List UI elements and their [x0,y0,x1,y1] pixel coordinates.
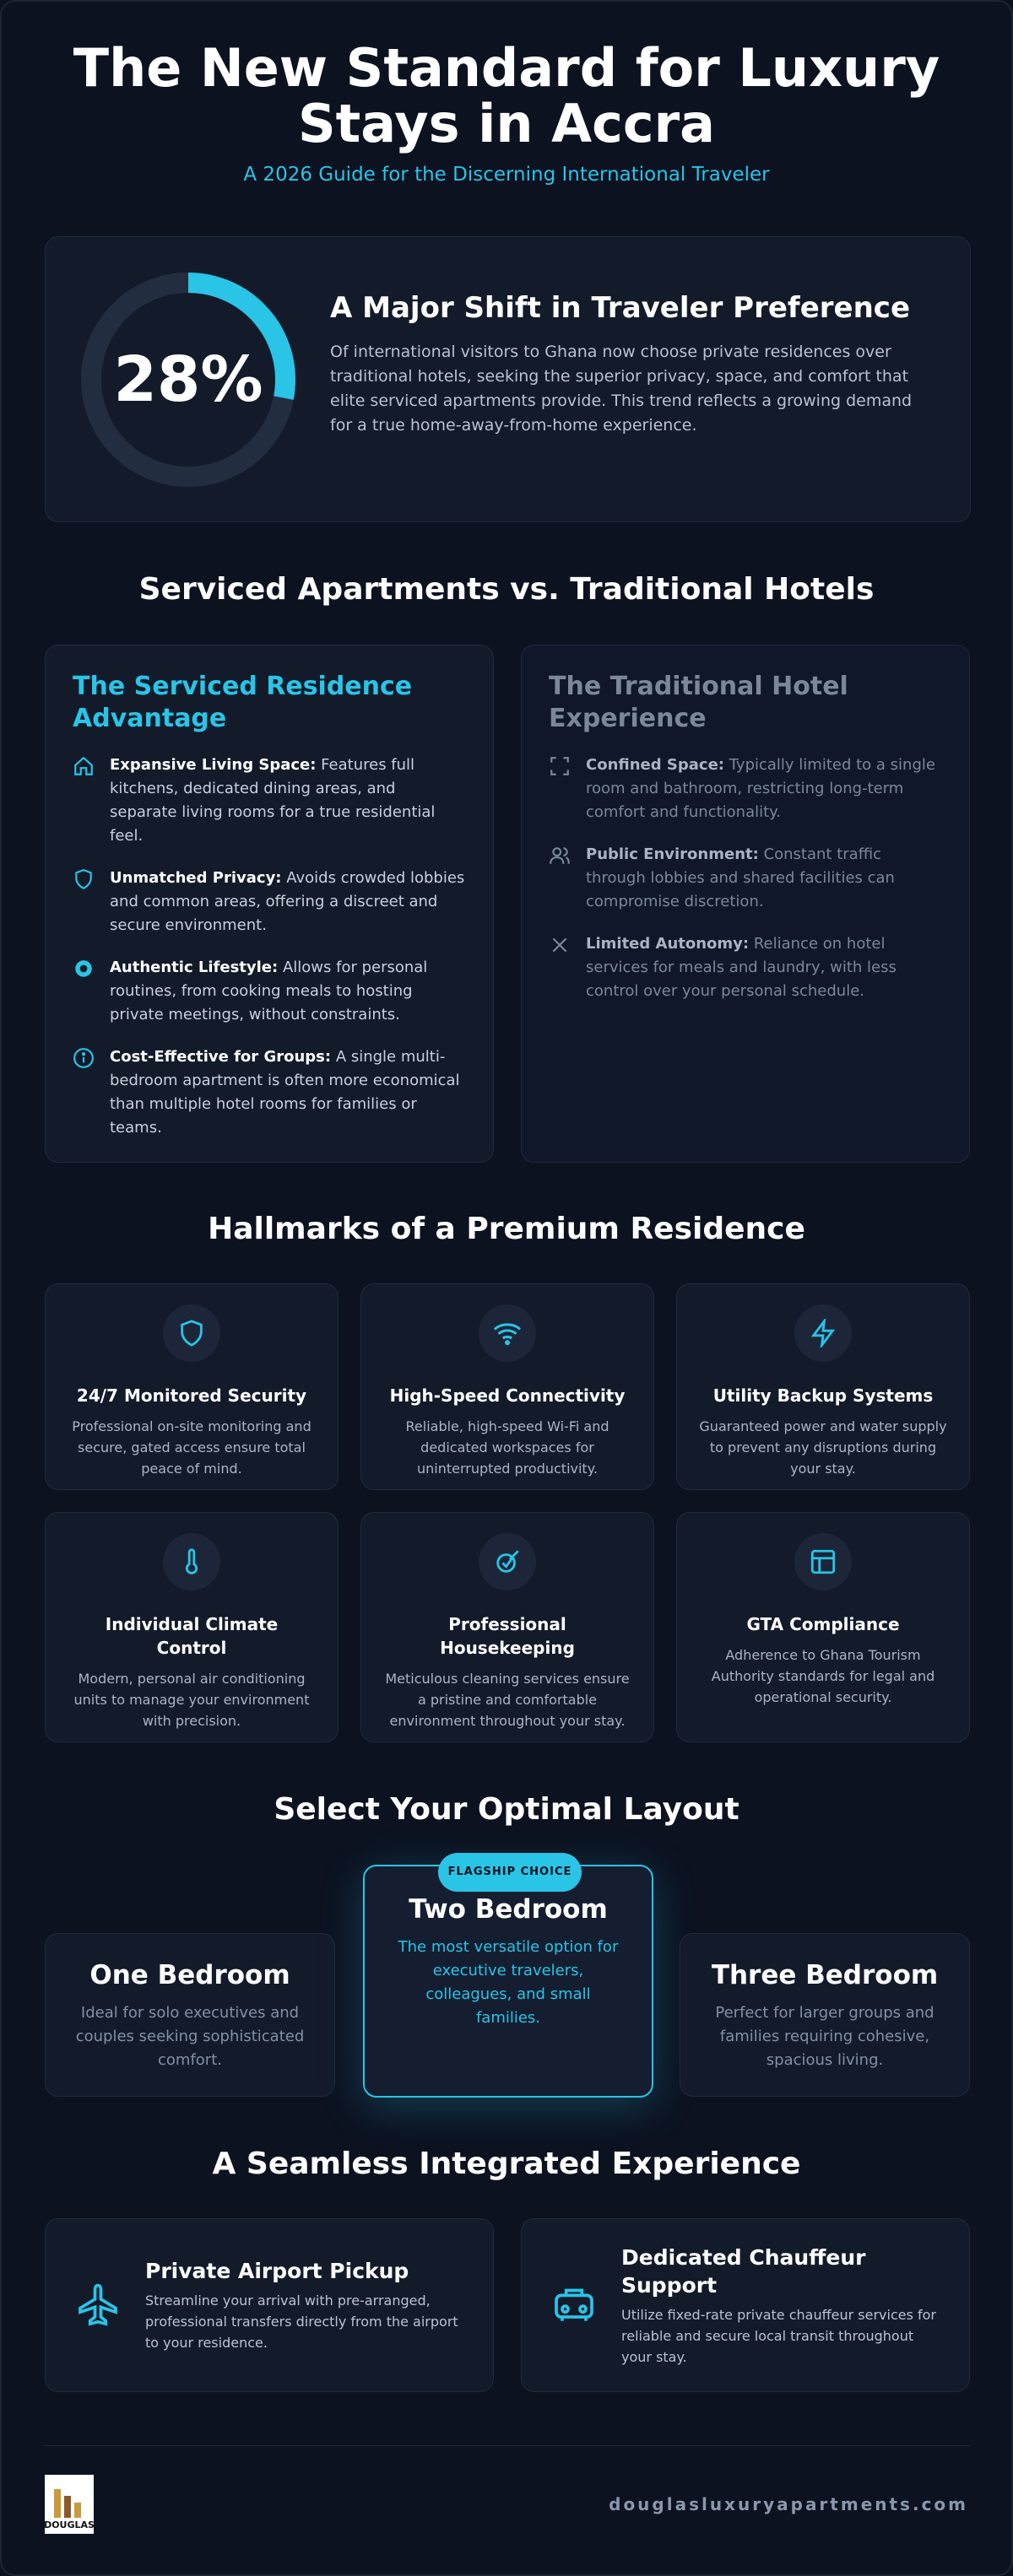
feature-title: GTA Compliance [746,1614,900,1634]
info-icon [73,1047,95,1069]
item-label: Limited Autonomy: [586,935,750,953]
item-label: Expansive Living Space: [110,756,317,774]
layout-text: Ideal for solo executives and couples seeking sophisticated comfort. [75,2004,305,2069]
feature-text: Guaranteed power and water supply to prevent any disruptions during your stay. [699,1418,947,1477]
wifi-icon [492,1318,523,1348]
item-label: Unmatched Privacy: [110,869,282,887]
logo-text: DOUGLAS [44,2519,95,2530]
page-subtitle: A 2026 Guide for the Discerning International Traveler [243,164,770,186]
service-text: Streamline your arrival with pre-arranged, professional transfers directly from the airport to your residence. [145,2292,458,2351]
list-item [73,753,466,848]
feature-text: Reliable, high-speed Wi-Fi and dedicated workspaces for uninterrupted productivity. [405,1418,609,1477]
feature-title: High-Speed Connectivity [389,1385,626,1406]
layout-two-bedroom[interactable] [363,1865,653,2098]
hero [2,2,1011,186]
target-icon [73,958,95,980]
feature-title: Professional Housekeeping [440,1614,575,1658]
feature-title: Individual Climate Control [105,1614,279,1658]
layout-text: The most versatile option for executive travelers, colleagues, and small families. [398,1938,619,2027]
title-line-2: Stays in Accra [297,93,715,154]
service-title: Dedicated Chauffeur Support [621,2244,866,2298]
title-line-1: The New Standard for Luxury [73,37,940,99]
feature-title: Utility Backup Systems [712,1385,934,1406]
list-item [73,956,466,1027]
item-label: Authentic Lifestyle: [110,959,279,976]
frame-icon [549,755,571,777]
list-item [549,932,942,1003]
feature-card-housekeeping [360,1512,654,1742]
feature-card-gta [676,1512,970,1742]
layout-title: Three Bedroom [711,1960,939,1990]
sparkle-icon [493,1547,522,1576]
service-text: Utilize fixed-rate private chauffeur services for reliable and secure local transit throughout your stay. [621,2306,937,2365]
residence-advantage-card [45,645,494,1163]
feature-text: Modern, personal air conditioning units to manage your environment with precision. [73,1671,310,1729]
service-title: Private Airport Pickup [145,2259,409,2283]
traditional-hotel-card [521,645,970,1163]
stat-value: 28% [113,343,263,416]
feature-text: Meticulous cleaning services ensure a pristine and comfortable environment throughout your stay. [385,1671,630,1729]
feature-card-climate [45,1512,339,1742]
shield-icon [177,1319,206,1347]
list-item [73,867,466,937]
feature-text: Professional on-site monitoring and secure, gated access ensure total peace of mind. [72,1418,311,1477]
item-text: A single multi-bedroom apartment is often more economical than multiple hotel rooms for families or teams. [110,1048,460,1137]
item-label: Public Environment: [586,845,759,863]
feature-card-utility [676,1283,970,1490]
services-title: A Seamless Integrated Experience [212,2147,801,2181]
website-link[interactable]: douglasluxuryapartments.com [609,2494,968,2514]
home-icon [73,755,95,777]
service-airport-pickup [45,2218,494,2392]
feature-card-connectivity [360,1283,654,1490]
logo-mark-icon [51,2487,88,2519]
lightning-icon [809,1319,837,1347]
item-text: Reliance on hotel services for meals and laundry, with less control over your personal schedule. [586,935,897,1000]
layout-title: One Bedroom [89,1960,290,1990]
flagship-badge: FLAGSHIP CHOICE [438,1853,582,1892]
car-icon [550,2282,598,2329]
service-chauffeur [521,2218,970,2392]
layout-one-bedroom[interactable] [45,1933,335,2097]
list-item [549,753,942,824]
layout-icon [809,1547,837,1576]
stat-heading: A Major Shift in Traveler Preference [330,291,911,325]
layout-title: Two Bedroom [409,1894,608,1925]
layouts-title: Select Your Optimal Layout [274,1792,739,1827]
feature-text: Adherence to Ghana Tourism Authority standards for legal and operational security. [711,1647,935,1705]
item-text: Typically limited to a single room and bathroom, restricting long-term comfort and functionality. [586,756,935,821]
item-label: Confined Space: [586,756,724,774]
airplane-icon [74,2282,122,2329]
list-item [549,843,942,914]
traditional-hotel-heading: The Traditional Hotel Experience [549,672,848,733]
users-icon [549,845,571,867]
feature-card-security [45,1283,339,1490]
comparison-title: Serviced Apartments vs. Traditional Hotels [138,572,875,607]
thermometer-icon [177,1547,206,1576]
feature-title: 24/7 Monitored Security [76,1385,307,1406]
footer-divider [45,2445,971,2446]
brand-logo [45,2475,94,2534]
x-icon [549,934,571,956]
stat-card [45,236,971,522]
item-label: Cost-Effective for Groups: [110,1048,332,1066]
layout-three-bedroom[interactable] [680,1933,970,2097]
layout-text: Perfect for larger groups and families requiring cohesive, spacious living. [715,2004,934,2069]
shield-icon [73,868,95,890]
page-title [2,37,1011,154]
residence-advantage-heading: The Serviced Residence Advantage [73,672,413,733]
stat-body: Of international visitors to Ghana now choose private residences over traditional hotels, seeking the superior privacy, space, and comfort that elite serviced apartments provide. This trend reflects a growing demand for a true home-away-from-home experience. [330,343,913,435]
item-text: Avoids crowded lobbies and common areas, offering a discreet and secure environment. [110,869,465,934]
item-text: Allows for personal routines, from cooking meals to hosting private meetings, without constraints. [110,959,428,1023]
item-text: Constant traffic through lobbies and shared facilities can compromise discretion. [586,845,895,910]
list-item [73,1045,466,1140]
hallmarks-title: Hallmarks of a Premium Residence [208,1212,805,1246]
item-text: Features full kitchens, dedicated dining areas, and separate living rooms for a true residential feel. [110,756,436,845]
